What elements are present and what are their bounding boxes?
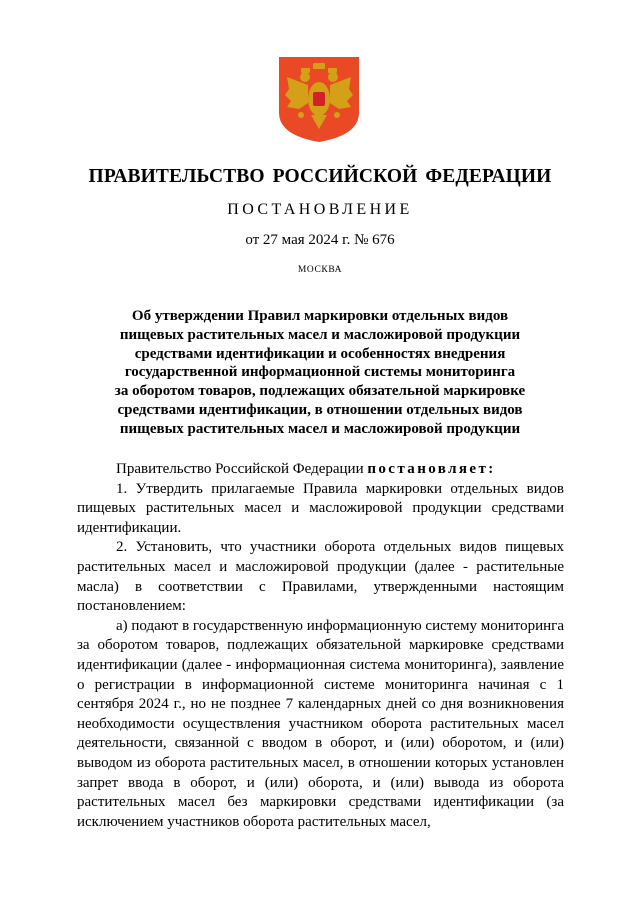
document-type: ПОСТАНОВЛЕНИЕ (227, 201, 413, 218)
title-line: Об утверждении Правил маркировки отдельных видов (131, 308, 509, 324)
inner-shield (313, 92, 325, 106)
coat-of-arms-icon (277, 55, 361, 143)
document-body (77, 460, 564, 832)
paragraph-2: 2. Установить, что участники оборота отдельных видов пищевых растительных масел и масложировой продукции (далее - растительные масла) в соответствии с Правилами, утвержденными настоящим постановлением: (77, 539, 564, 615)
title-line: средствами идентификации и особенностях внедрения (134, 345, 506, 362)
paragraph-1: 1. Утвердить прилагаемые Правила маркировки отдельных видов пищевых растительных масел и масложировой продукции средствами идентификации. (77, 480, 564, 536)
title-line: пищевых растительных масел и масложировой продукции (119, 420, 521, 437)
state-emblem (277, 55, 361, 143)
document-title (100, 307, 540, 439)
government-name: ПРАВИТЕЛЬСТВО РОССИЙСКОЙ ФЕДЕРАЦИИ (88, 166, 552, 187)
title-line: средствами идентификации, в отношении отдельных видов (117, 401, 523, 418)
title-line: государственной информационной системы мониторинга (124, 364, 516, 381)
document-date-number: от 27 мая 2024 г. № 676 (245, 232, 395, 248)
paragraph-2a: а) подают в государственную информационную систему мониторинга за оборотом товаров, подлежащих обязательной маркировке средствами идентификации (далее - информационная система мониторинга), заявление о регистрации в информационной системе мониторинга начиная с 1 сентября 2024 г., но не позднее 7 календарных дней со дня возникновения необходимости осуществления участником оборота растительных масел деятельности, связанной с вводом в оборот, и (или) оборотом, и (или) выводом из оборота растительных масел, в отношении которых установлен запрет ввода в оборот, и (или) оборота, и (или) вывода из оборота растительных масел без маркировки средствами идентификации (за исключением участников оборота растительных масел, (77, 617, 564, 830)
title-line: пищевых растительных масел и масложировой продукции (119, 326, 521, 343)
preamble-subject: Правительство Российской Федерации (116, 461, 368, 477)
preamble (77, 460, 564, 480)
decree-verb: постановляет: (367, 461, 496, 477)
city: МОСКВА (297, 265, 343, 275)
title-line: за оборотом товаров, подлежащих обязательной маркировке (114, 383, 526, 400)
